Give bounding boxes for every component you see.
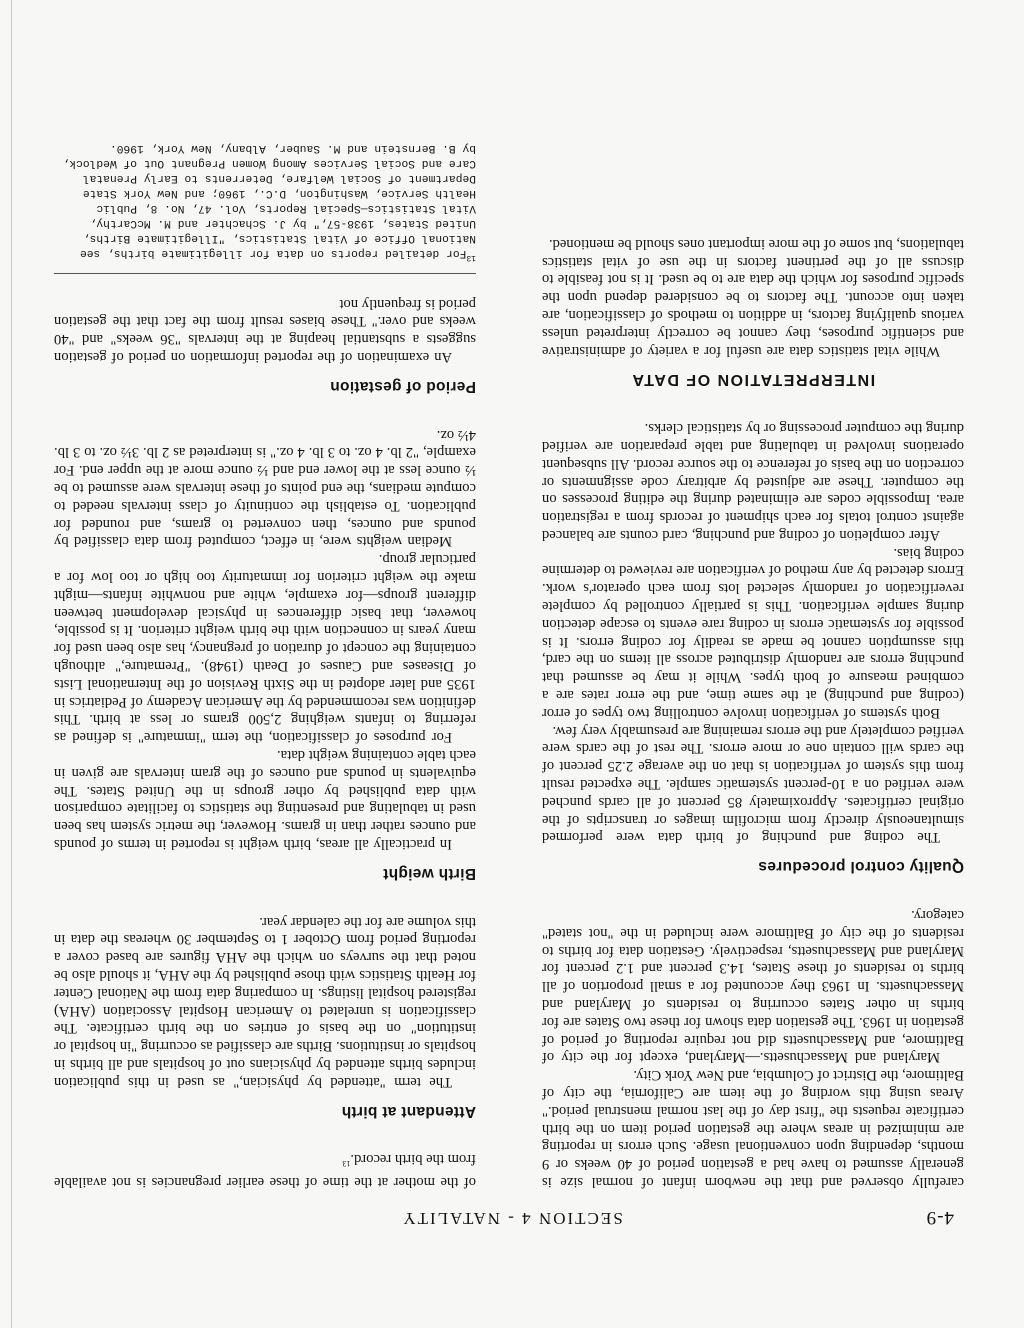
continued-paragraph: carefully observed and that the newborn infant of normal size is generally assumed to have had a gestation period of 40 weeks or 9 months, depending upon conventional usage. Such errors in reporting are minimized in areas where the gestation period item on the birth certificate requests the "first day of the last normal menstrual period." Areas using this wording of the item are California, the city of Baltimore, the District of Columbia, and New York City. — [542, 1067, 964, 1190]
footnote — [54, 140, 476, 274]
birth-weight-paragraph: Median weights were, in effect, computed from data classified by pounds and ounces, then converted to grams, and rounded for publication. To establish the continuity of class intervals needed to compute medians, the end points of these intervals were assumed to be ½ ounce less at the lower end and ½ ounce more at the upper end. For example, "2 lb. 4 oz. to 3 lb. 4 oz." is interpreted as 2 lb. 3½ oz. to 3 lb. 4½ oz. — [54, 426, 476, 550]
interpretation-paragraph: While vital statistics data are useful for a variety of administrative and scientific purposes, they cannot be correctly interpreted unless various qualifying factors, in addition to methods of classification, are taken into account. The factors to be considered depend upon the specific purposes for which the data are to be used. It is not feasible to discuss all of the pertinent factors in the use of vital statistics tabulations, but some of the more important ones should be mentioned. — [542, 235, 964, 359]
scan-edge-line — [11, 0, 12, 1328]
quality-paragraph: After completion of coding and punching, card counts are balanced against control totals for each shipment of records from a registration area. Impossible codes are eliminated during the editing processes on the computer. These are adjusted by arbitrary code assignments or correction on the basis of reference to the source record. All subsequent operations involved in tabulating and table preparation are verified during the computer processing or by statistical clerks. — [542, 420, 964, 543]
footnote-reference: 13 — [342, 1159, 351, 1169]
right-column — [54, 140, 476, 1190]
interpretation-heading: INTERPRETATION OF DATA — [630, 371, 876, 389]
left-column — [542, 234, 964, 1190]
running-head: SECTION 4 - NATALITY — [401, 1209, 623, 1228]
footnote-marker: 13 — [466, 252, 476, 262]
gestation-paragraph: An examination of the reported information on period of gestation suggests a substantial heaping at the intervals "36 weeks" and "40 weeks and over." These biases result from the fact that the gestation period is frequently not — [54, 295, 476, 366]
attendant-paragraph: The term "attended by physician," as used in this publication includes births attended by physicians out of hospitals and all births in hospitals or institutions. Births are classified as occurring "in hospital or institution" on the basis of entries on the birth certificate. The classification is unrelated to American Hospital Association (AHA) registered hospital listings. In comparing data from the National Center for Health Statistics with those published by the AHA, it should also be noted that the surveys on which the AHA figures are based cover a reporting period from October 1 to September 30 whereas the data in this volume are for the calendar year. — [54, 913, 476, 1090]
continued-paragraph-text: of the mother at the time of these earlier pregnancies is not available from the birth record. — [54, 1151, 476, 1190]
page-number: 4-9 — [925, 1207, 954, 1228]
quality-control-heading: Quality control procedures — [758, 858, 964, 876]
maryland-massachusetts-paragraph: Maryland and Massachusetts.—Maryland, except for the city of Baltimore, and Massachusetts did not require reporting of period of gestation in 1963. The gestation data shown for these two States are for births in other States occurring to residents of Maryland and Massachusetts. In 1963 they accounted for a small proportion of all births to residents of these States, 14.3 percent and 1.2 percent for Maryland and Massachusetts, respectively. Gestation data for births to residents of the city of Baltimore were included in the "not stated" category. — [542, 907, 964, 1066]
quality-paragraph: The coding and punching of birth data were performed simultaneously directly from microfilm images or transcripts of the original certificates. Approximately 85 percent of all cards punched were verified on a 10-percent systematic sample. The expected result from this system of verification is that on the average 2.25 percent of the cards will contain one or more errors. The rest of the cards were verified completely and the errors remaining are presumably very few. — [542, 722, 964, 846]
attendant-at-birth-heading: Attendant at birth — [341, 1102, 476, 1120]
quality-paragraph: Both systems of verification involve controlling two types of error (coding and punching) at the same time, and the error rates are a combined measure of both types. While it may be assumed that punching errors are randomly distributed across all items on the card, this assumption cannot be made as readily for coding errors. It is possible for systematic errors in coding rare events to escape detection during sample verification. This is partially controlled by complete reverification of randomly selected lots from each operator's work. Errors detected by any method of verification are reviewed to determine coding bias. — [542, 544, 964, 721]
footnote-text: For detailed reports on data for illegitimate births, see National Office of Vital Statistics, "Illegitimate Births, United States, 1938-57," by J. Schachter and M. McCarthy, Vital Statistics—Special Reports, Vol. 47, No. 8, Public Health Service, Washington, D.C., 1960; and New York State Department of Social Welfare, Deterrents to Early Prenatal Care and Social Services Among Women Pregnant Out of Wedlock, by B. Bernstein and M. Sauber, Albany, New York, 1960. — [62, 142, 476, 260]
birth-weight-paragraph: In practically all areas, birth weight is reported in terms of pounds and ounces rather than in grams. However, the metric system has been used in tabulating and presenting the statistics to facilitate comparison with data published by other groups in the United States. The equivalents in pounds and ounces of the gram intervals are given in each table containing weight data. — [54, 747, 476, 852]
continued-paragraph — [54, 1150, 476, 1190]
birth-weight-heading: Birth weight — [382, 864, 476, 882]
period-of-gestation-heading: Period of gestation — [329, 377, 476, 395]
birth-weight-paragraph: For purposes of classification, the term "immature" is defined as referring to infants weighing 2,500 grams or less at birth. This definition was recommended by the American Academy of Pediatrics in 1935 and later adopted in the Sixth Revision of the International Lists of Diseases and Causes of Death (1948). "Premature," although containing the concept of duration of pregnancy, has also been used for many years in connection with the birth weight criterion. It is possible, however, that basic differences in physical development between different groups—for example, white and nonwhite infants—might make the weight criterion for immaturity too high or too low for a particular group. — [54, 551, 476, 746]
